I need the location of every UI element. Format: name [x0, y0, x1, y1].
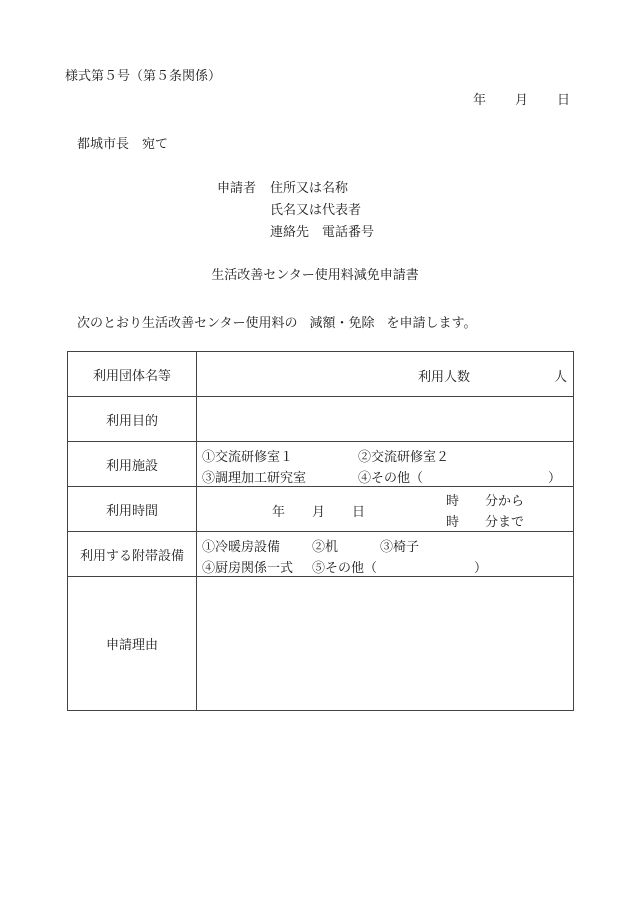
addressee: 都城市長 宛て — [77, 137, 169, 152]
applicant-name-field: 氏名又は代表者 — [270, 203, 362, 218]
date-day: 日 — [557, 93, 571, 108]
row-purpose — [68, 397, 574, 442]
time-from: 時 分から — [446, 494, 525, 509]
equipment-option-5[interactable]: ⑤その他（ — [312, 561, 378, 576]
equipment-option-4[interactable]: ④厨房関係一式 — [202, 561, 294, 576]
document-title: 生活改善センター使用料減免申請書 — [211, 268, 419, 283]
time-month: 月 — [312, 505, 326, 520]
row-equipment — [68, 532, 574, 577]
reason-value[interactable] — [197, 577, 574, 711]
equipment-option-1[interactable]: ①冷暖房設備 — [202, 540, 281, 555]
time-year: 年 — [272, 505, 286, 520]
row-time — [68, 487, 574, 532]
time-day: 日 — [352, 505, 366, 520]
intro-options: 減額・免除 — [309, 316, 375, 331]
applicant-label: 申請者 — [217, 181, 257, 196]
purpose-label: 利用目的 — [68, 397, 197, 442]
application-table — [67, 351, 574, 711]
form-number: 様式第５号（第５条関係） — [65, 69, 222, 84]
reason-label: 申請理由 — [68, 577, 197, 711]
applicant-contact-field: 連絡先 電話番号 — [270, 225, 375, 240]
equipment-other-close: ） — [474, 561, 488, 576]
facility-option-1[interactable]: ①交流研修室１ — [202, 450, 294, 465]
intro-suffix: を申請します。 — [386, 316, 477, 331]
row-facility — [68, 442, 574, 487]
equipment-option-2[interactable]: ②机 — [312, 540, 339, 555]
time-to: 時 分まで — [446, 515, 525, 530]
row-group — [68, 352, 574, 397]
time-label: 利用時間 — [68, 487, 197, 532]
equipment-value — [197, 532, 574, 577]
group-value[interactable] — [197, 352, 574, 397]
facility-option-2[interactable]: ②交流研修室２ — [358, 450, 450, 465]
participants-label: 利用人数 — [418, 370, 471, 385]
group-label: 利用団体名等 — [68, 352, 197, 397]
date-month: 月 — [515, 93, 529, 108]
facility-other-close: ） — [548, 471, 562, 486]
facility-option-3[interactable]: ③調理加工研究室 — [202, 471, 307, 486]
intro-prefix: 次のとおり生活改善センター使用料の — [77, 316, 298, 331]
row-reason — [68, 577, 574, 711]
intro-sentence — [77, 312, 476, 331]
facility-option-4[interactable]: ④その他（ — [358, 471, 424, 486]
participants-unit: 人 — [554, 370, 568, 385]
date-year: 年 — [473, 93, 487, 108]
facility-value — [197, 442, 574, 487]
time-value[interactable] — [197, 487, 574, 532]
equipment-label: 利用する附帯設備 — [68, 532, 197, 577]
applicant-address-field: 住所又は名称 — [270, 181, 349, 196]
facility-label: 利用施設 — [68, 442, 197, 487]
equipment-option-3[interactable]: ③椅子 — [380, 540, 420, 555]
purpose-value[interactable] — [197, 397, 574, 442]
